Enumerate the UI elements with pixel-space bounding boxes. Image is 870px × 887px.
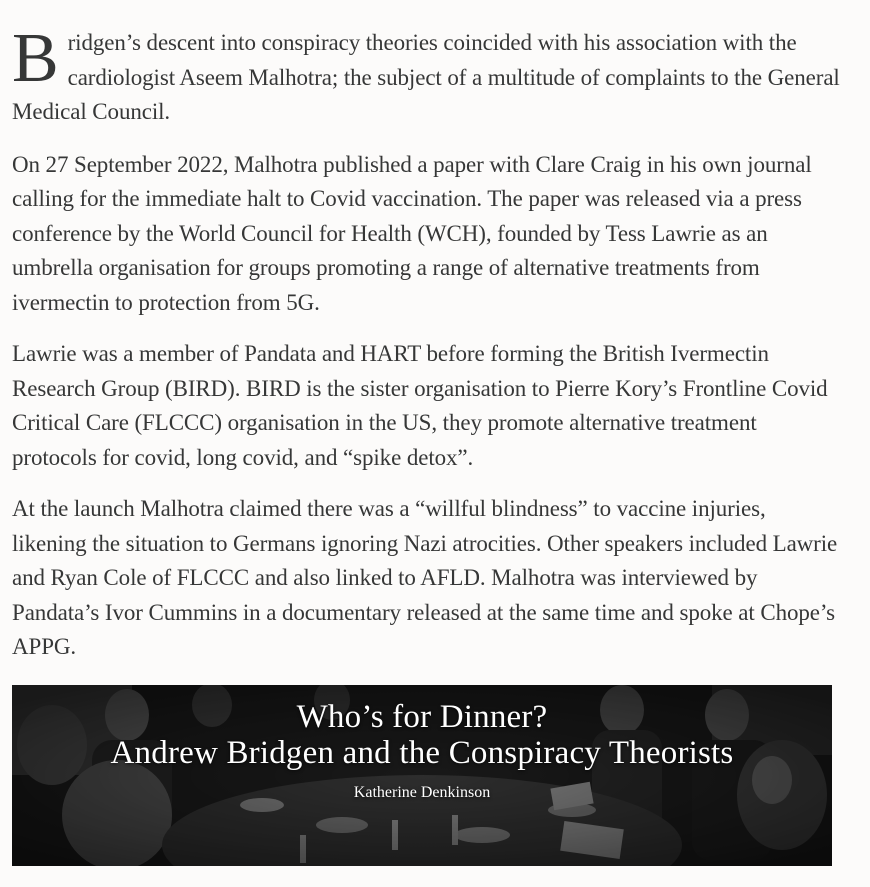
paragraph-1 bbox=[12, 20, 842, 130]
article-body bbox=[12, 20, 842, 682]
paragraph-1-text: ridgen’s descent into conspiracy theories coincided with his association with the cardiologist Aseem Malhotra; the subject of a multitude of complaints to the General Medical Council. bbox=[12, 30, 840, 124]
banner-author: Katherine Denkinson bbox=[353, 784, 491, 801]
banner-title-line-2[interactable]: Andrew Bridgen and the Conspiracy Theorists bbox=[110, 735, 734, 771]
banner-text bbox=[12, 699, 832, 803]
paragraph-3: Lawrie was a member of Pandata and HART before forming the British Ivermectin Research Group (BIRD). BIRD is the sister organisation to Pierre Kory’s Frontline Covid Critical Care (FLCCC) organisation in the US, they promote alternative treatment protocols for covid, long covid, and “spike detox”. bbox=[12, 341, 828, 470]
paragraph-4: At the launch Malhotra claimed there was a “willful blindness” to vaccine injuries, likening the situation to Germans ignoring Nazi atrocities. Other speakers included Lawrie and Ryan Cole of FLCCC and also linked to AFLD. Malhotra was interviewed by Pandata’s Ivor Cummins in a documentary released at the same time and spoke at Chope’s APPG. bbox=[12, 496, 838, 659]
paragraph-2: On 27 September 2022, Malhotra published a paper with Clare Craig in his own journal calling for the immediate halt to Covid vaccination. The paper was released via a press conference by the World Council for Health (WCH), founded by Tess Lawrie as an umbrella organisation for groups promoting a range of alternative treatments from ivermectin to protection from 5G. bbox=[12, 151, 812, 315]
banner-title-line-1[interactable]: Who’s for Dinner? bbox=[296, 699, 548, 735]
drop-cap: B bbox=[12, 20, 59, 97]
linked-article-banner[interactable] bbox=[12, 685, 832, 866]
